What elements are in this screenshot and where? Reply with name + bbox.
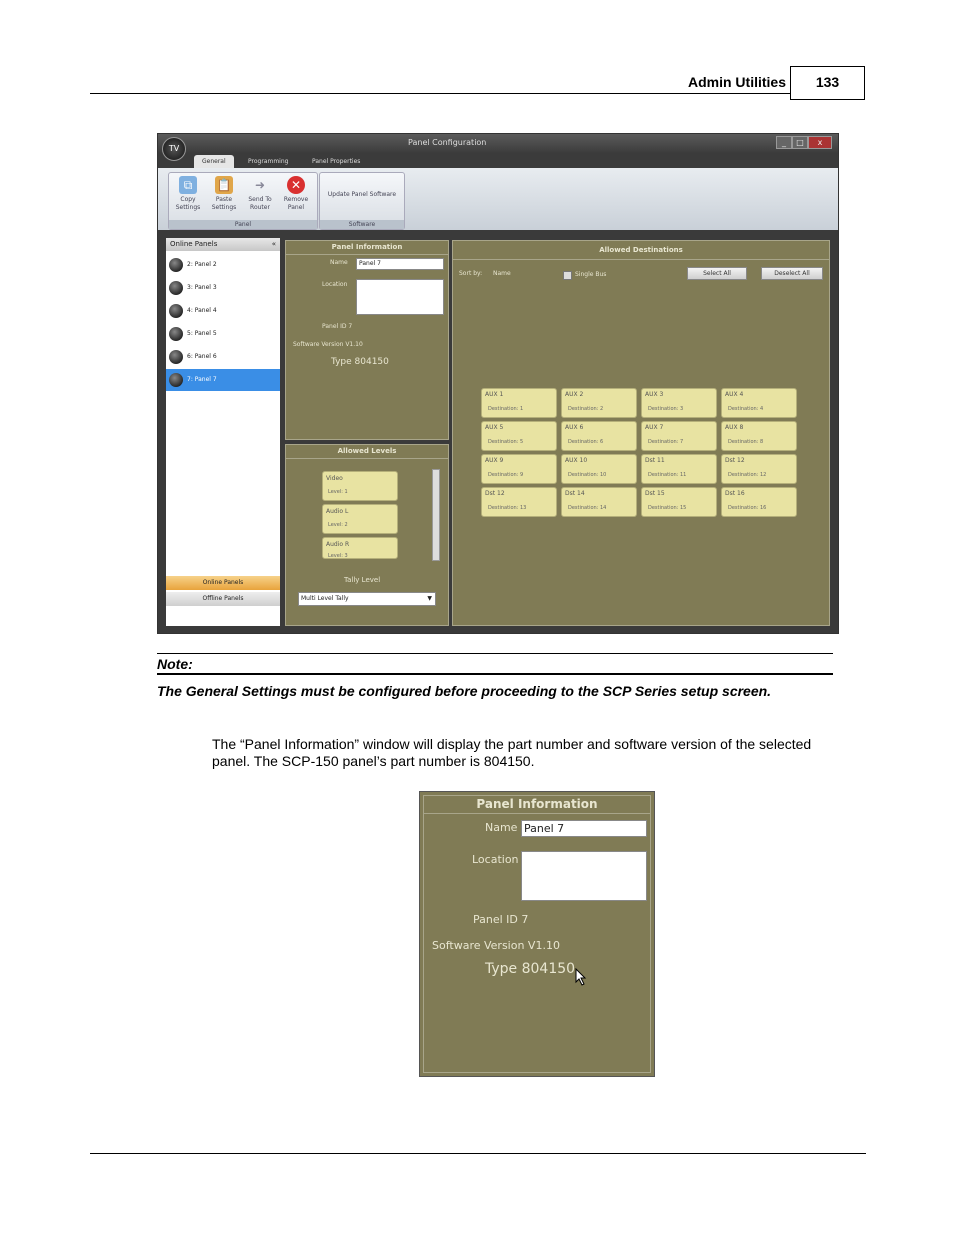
destination-name: AUX 9 — [485, 457, 504, 464]
destination-number: Destination: 6 — [568, 439, 604, 445]
level-name: Audio R — [326, 541, 350, 548]
destination-name: AUX 5 — [485, 424, 504, 431]
header-rule — [90, 93, 790, 94]
online-panels-pane — [166, 238, 280, 626]
destination-tile[interactable] — [481, 454, 557, 484]
destination-tile[interactable] — [721, 487, 797, 517]
footer-rule — [90, 1153, 866, 1154]
collapse-icon[interactable]: « — [271, 240, 276, 248]
name-label: Name — [330, 259, 348, 266]
panel-list-item-selected[interactable] — [166, 369, 280, 391]
level-number: Level: 1 — [328, 489, 348, 495]
panel-status-icon — [169, 373, 183, 387]
panel-list-label: 4: Panel 4 — [187, 307, 217, 314]
online-panels-title: Online Panels — [170, 240, 218, 248]
body-paragraph: The “Panel Information” window will display the part number and software version of the selected panel. The SCP-150 panel’s part number is 804150. — [212, 736, 812, 769]
panel-information-section — [285, 240, 449, 440]
maximize-button[interactable]: □ — [792, 136, 808, 149]
panel-list-label: 3: Panel 3 — [187, 284, 217, 291]
panel-status-icon — [169, 281, 183, 295]
name-field[interactable]: Panel 7 — [356, 258, 444, 270]
minimize-button[interactable]: _ — [776, 136, 792, 149]
panel-information-title: Panel Information — [286, 241, 448, 255]
section-title: Admin Utilities — [687, 74, 786, 90]
copy-settings-button[interactable] — [171, 176, 205, 212]
destination-tile[interactable] — [641, 454, 717, 484]
destination-name: AUX 7 — [645, 424, 664, 431]
software-version: Software Version V1.10 — [432, 939, 560, 952]
destination-tile[interactable] — [641, 487, 717, 517]
panel-list-item[interactable] — [166, 346, 280, 368]
main-area — [158, 230, 838, 633]
destination-number: Destination: 7 — [648, 439, 684, 445]
allowed-destinations-title: Allowed Destinations — [453, 241, 829, 260]
location-label: Location — [322, 281, 348, 288]
destination-number: Destination: 10 — [568, 472, 607, 478]
title-bar — [158, 134, 838, 154]
tally-level-select[interactable] — [298, 592, 436, 606]
destination-number: Destination: 12 — [728, 472, 767, 478]
destination-name: AUX 2 — [565, 391, 584, 398]
ribbon-group-label: Panel — [169, 220, 317, 229]
close-button[interactable]: x — [808, 136, 832, 149]
panel-list-item[interactable] — [166, 300, 280, 322]
panel-information-zoom-title: Panel Information — [424, 796, 650, 814]
remove-panel-label: Remove Panel — [283, 196, 309, 211]
level-tile[interactable] — [322, 537, 398, 559]
name-label: Name — [485, 821, 518, 834]
destination-name: Dst 12 — [485, 490, 505, 497]
destination-number: Destination: 15 — [648, 505, 687, 511]
level-name: Video — [326, 475, 343, 482]
destination-number: Destination: 4 — [728, 406, 764, 412]
paste-settings-label: Paste Settings — [211, 196, 237, 211]
ribbon-group-software — [319, 172, 405, 230]
destination-tile[interactable] — [721, 388, 797, 418]
panel-information-zoom-frame — [423, 795, 651, 1073]
software-version: Software Version V1.10 — [293, 341, 363, 348]
destination-number: Destination: 5 — [488, 439, 524, 445]
panel-list-item[interactable] — [166, 323, 280, 345]
note-label: Note: — [157, 656, 193, 672]
destination-name: AUX 4 — [725, 391, 744, 398]
tab-programming[interactable]: Programming — [248, 158, 289, 165]
panel-list-label: 7: Panel 7 — [187, 376, 217, 383]
send-icon: ➜ — [254, 178, 266, 192]
ribbon — [158, 168, 838, 230]
tab-panel-properties[interactable]: Panel Properties — [312, 158, 361, 165]
remove-panel-button[interactable] — [279, 176, 313, 212]
destination-tile[interactable] — [561, 487, 637, 517]
location-label: Location — [472, 853, 519, 866]
allowed-destinations-section — [452, 240, 830, 626]
destination-name: Dst 14 — [565, 490, 585, 497]
tally-level-value: Multi Level Tally — [301, 595, 349, 602]
name-field[interactable]: Panel 7 — [521, 820, 647, 837]
level-tile[interactable] — [322, 504, 398, 534]
destination-tile[interactable] — [561, 454, 637, 484]
sort-by-value[interactable]: Name — [493, 270, 511, 277]
note-rule — [157, 673, 833, 675]
destination-tile[interactable] — [481, 487, 557, 517]
destination-number: Destination: 3 — [648, 406, 684, 412]
panel-id: Panel ID 7 — [473, 913, 529, 926]
destination-number: Destination: 11 — [648, 472, 687, 478]
panel-status-icon — [169, 350, 183, 364]
destination-number: Destination: 9 — [488, 472, 524, 478]
copy-settings-label: Copy Settings — [175, 196, 201, 211]
panel-status-icon — [169, 258, 183, 272]
destination-tile[interactable] — [641, 421, 717, 451]
location-field[interactable] — [356, 279, 444, 315]
panel-list-item[interactable] — [166, 277, 280, 299]
destination-number: Destination: 1 — [488, 406, 524, 412]
panel-type: Type 804150 — [331, 357, 389, 367]
paste-icon: 📋 — [216, 178, 232, 192]
destination-tile[interactable] — [561, 388, 637, 418]
update-panel-software-button[interactable]: Update Panel Software — [327, 191, 397, 198]
chevron-down-icon: ▼ — [427, 595, 432, 602]
ribbon-group-panel — [168, 172, 318, 230]
online-panels-tab[interactable]: Online Panels — [166, 576, 280, 590]
tab-general[interactable]: General — [194, 155, 234, 168]
paste-settings-button[interactable] — [207, 176, 241, 212]
panel-configuration-window — [157, 133, 839, 634]
level-name: Audio L — [326, 508, 349, 515]
send-to-router-label: Send To Router — [248, 196, 272, 211]
levels-scrollbar[interactable] — [432, 469, 440, 561]
page-number: 133 — [790, 66, 865, 100]
destination-name: AUX 6 — [565, 424, 584, 431]
sort-by-label: Sort by: — [459, 270, 483, 277]
destination-number: Destination: 16 — [728, 505, 767, 511]
ribbon-group-label: Software — [320, 220, 404, 229]
panel-information-zoom — [419, 791, 655, 1077]
panel-status-icon — [169, 327, 183, 341]
copy-icon: ⧉ — [179, 176, 197, 194]
destination-number: Destination: 13 — [488, 505, 527, 511]
window-title: Panel Configuration — [408, 138, 487, 147]
remove-icon: ✕ — [287, 176, 305, 194]
destination-name: AUX 3 — [645, 391, 664, 398]
destination-name: AUX 1 — [485, 391, 504, 398]
destination-tile[interactable] — [641, 388, 717, 418]
destination-tile[interactable] — [481, 388, 557, 418]
destination-tile[interactable] — [561, 421, 637, 451]
destination-name: AUX 10 — [565, 457, 588, 464]
destination-number: Destination: 14 — [568, 505, 607, 511]
panel-list-label: 6: Panel 6 — [187, 353, 217, 360]
panel-list-label: 5: Panel 5 — [187, 330, 217, 337]
level-number: Level: 3 — [328, 553, 348, 559]
location-field[interactable] — [521, 851, 647, 901]
single-bus-checkbox[interactable] — [563, 271, 572, 280]
destination-name: Dst 15 — [645, 490, 665, 497]
panel-id: Panel ID 7 — [322, 323, 353, 330]
destination-name: AUX 8 — [725, 424, 744, 431]
deselect-all-button[interactable]: Deselect All — [761, 267, 823, 280]
offline-panels-tab[interactable]: Offline Panels — [166, 592, 280, 606]
panel-list-item[interactable] — [166, 254, 280, 276]
panel-type: Type 804150 — [485, 961, 576, 977]
destination-name: Dst 11 — [645, 457, 665, 464]
ribbon-tabs — [158, 154, 838, 168]
level-number: Level: 2 — [328, 522, 348, 528]
panel-status-icon — [169, 304, 183, 318]
online-panels-header — [166, 238, 280, 251]
send-to-router-button[interactable] — [243, 176, 277, 212]
level-tile[interactable] — [322, 471, 398, 501]
note-top-rule — [157, 653, 833, 654]
panel-list-label: 2: Panel 2 — [187, 261, 217, 268]
destination-tile[interactable] — [721, 421, 797, 451]
destination-name: Dst 12 — [725, 457, 745, 464]
destination-name: Dst 16 — [725, 490, 745, 497]
destination-number: Destination: 8 — [728, 439, 764, 445]
app-logo[interactable]: TV — [162, 137, 186, 161]
mouse-cursor-icon — [575, 968, 587, 986]
single-bus-label: Single Bus — [575, 271, 607, 278]
select-all-button[interactable]: Select All — [687, 267, 747, 280]
allowed-levels-title: Allowed Levels — [286, 445, 448, 459]
destination-tile[interactable] — [481, 421, 557, 451]
tally-level-label: Tally Level — [344, 576, 381, 584]
destination-number: Destination: 2 — [568, 406, 604, 412]
allowed-levels-section — [285, 444, 449, 626]
destination-tile[interactable] — [721, 454, 797, 484]
note-text: The General Settings must be configured before proceeding to the SCP Series setup screen. — [157, 683, 772, 699]
